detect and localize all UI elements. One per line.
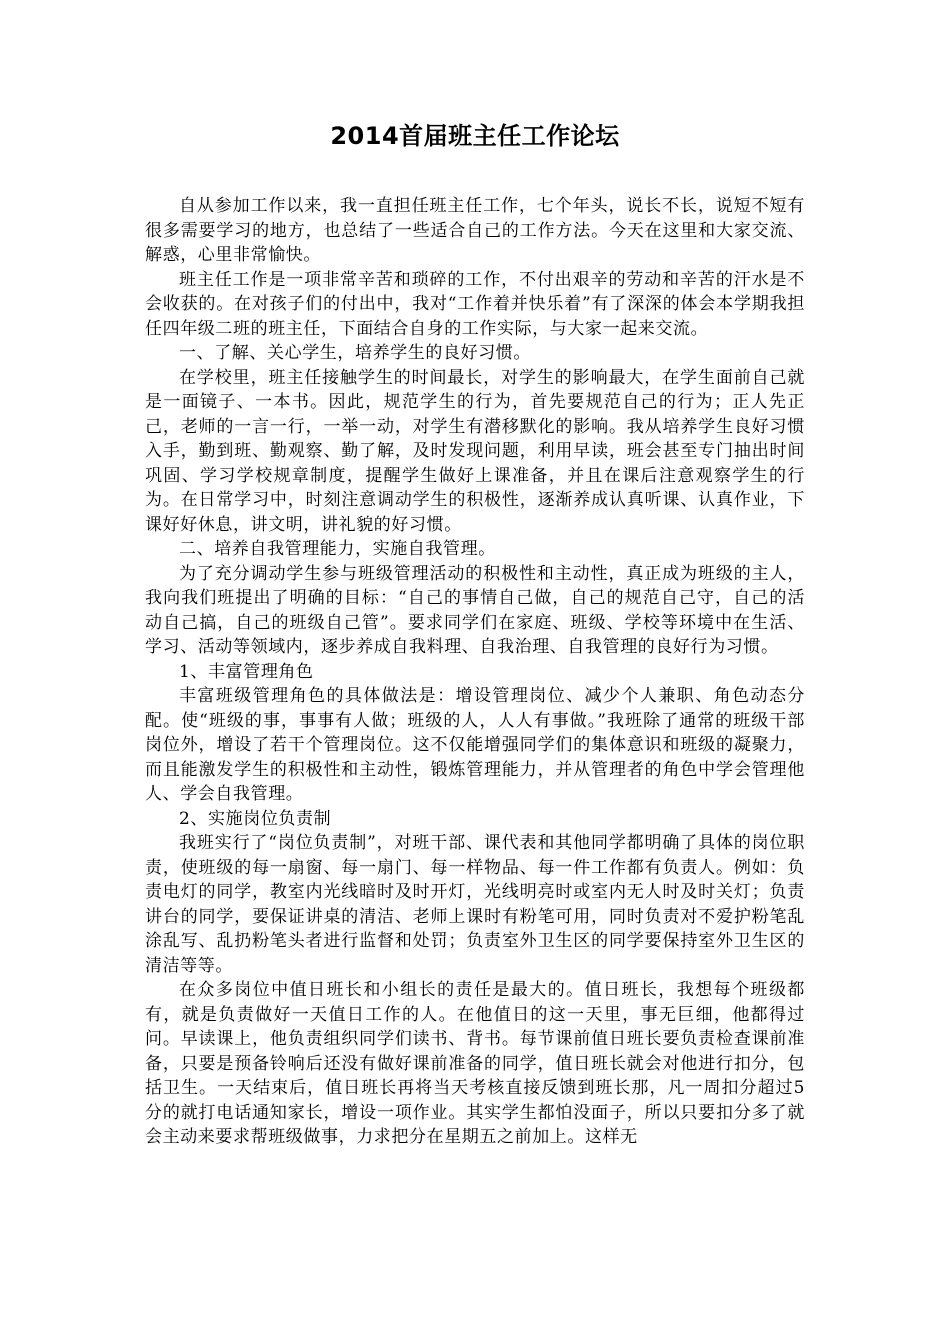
section-heading: 二、培养自我管理能力，实施自我管理。: [179, 539, 496, 559]
body-paragraph: 我班实行了“岗位负责制”，对班干部、课代表和其他同学都明确了具体的岗位职责，使班级的每一扇窗、每一扇门、每一样物品、每一件工作都有负责人。例如：负责电灯的同学，教室内光线暗时及时开灯，光线明亮时或室内无人时及时关灯；负责讲台的同学，要保证讲桌的清洁、老师上课时有粉笔可用，同时负责对不爱护粉笔乱涂乱写、乱扔粉笔头者进行监督和处罚；负责室外卫生区的同学要保持室外卫生区的清洁等等。: [145, 833, 805, 976]
section-heading: 一、了解、关心学生，培养学生的良好习惯。: [179, 343, 531, 363]
subsection-heading: 1、丰富管理角色: [179, 661, 314, 682]
intro-paragraph: 自从参加工作以来，我一直担任班主任工作，七个年头，说长不长，说短不短有很多需要学习的地方，也总结了一些适合自己的工作方法。今天在这里和大家交流、解惑，心里非常愉快。: [145, 196, 805, 265]
subsection-heading: 2、实施岗位负责制: [179, 808, 332, 829]
document-body: [145, 194, 805, 1150]
body-paragraph: 在众多岗位中值日班长和小组长的责任是最大的。值日班长，我想每个班级都有，就是负责做好一天值日工作的人。在他值日的这一天里，事无巨细，他都得过问。早读课上，他负责组织同学们读书、背书。每节课前值日班长要负责检查课前准备，只要是预备铃响后还没有做好课前准备的同学，值日班长就会对他进行扣分，包括卫生。一天结束后，值日班长再将当天考核直接反馈到班长那，凡一周扣分超过5分的就打电话通知家长，增设一项作业。其实学生都怕没面子，所以只要扣分多了就会主动来要求帮班级做事，力求把分在星期五之前加上。这样无: [145, 980, 805, 1147]
document-title: 2014首届班主任工作论坛: [330, 122, 620, 150]
intro-paragraph: 班主任工作是一项非常辛苦和琐碎的工作，不付出艰辛的劳动和辛苦的汗水是不会收获的。在对孩子们的付出中，我对“工作着并快乐着”有了深深的体会本学期我担任四年级二班的班主任，下面结合自身的工作实际，与大家一起来交流。: [145, 269, 805, 339]
body-paragraph: 在学校里，班主任接触学生的时间最长，对学生的影响最大，在学生面前自己就是一面镜子、一本书。因此，规范学生的行为，首先要规范自己的行为；正人先正己，老师的一言一行，一举一动，对学生有潜移默化的影响。我从培养学生良好习惯入手，勤到班、勤观察、勤了解，及时发现问题，利用早读，班会甚至专门抽出时间巩固、学习学校规章制度，提醒学生做好上课准备，并且在课后注意观察学生的行为。在日常学习中，时刻注意调动学生的积极性，逐渐养成认真听课、认真作业，下课好好休息，讲文明，讲礼貌的好习惯。: [145, 367, 805, 535]
document-page: [145, 120, 805, 1150]
body-paragraph: 为了充分调动学生参与班级管理活动的积极性和主动性，真正成为班级的主人，我向我们班提出了明确的目标：“自己的事情自己做，自己的规范自己守，自己的活动自己搞，自己的班级自己管”。要求同学们在家庭、班级、学校等环境中在生活、学习、活动等领域内，逐步养成自我料理、自我治理、自我管理的良好行为习惯。: [145, 563, 805, 657]
body-paragraph: 丰富班级管理角色的具体做法是：增设管理岗位、减少个人兼职、角色动态分配。使“班级的事，事事有人做；班级的人，人人有事做。”我班除了通常的班级干部岗位外，增设了若干个管理岗位。这不仅能增强同学们的集体意识和班级的凝聚力，而且能激发学生的积极性和主动性，锻炼管理能力，并从管理者的角色中学会管理他人、学会自我管理。: [145, 686, 805, 804]
